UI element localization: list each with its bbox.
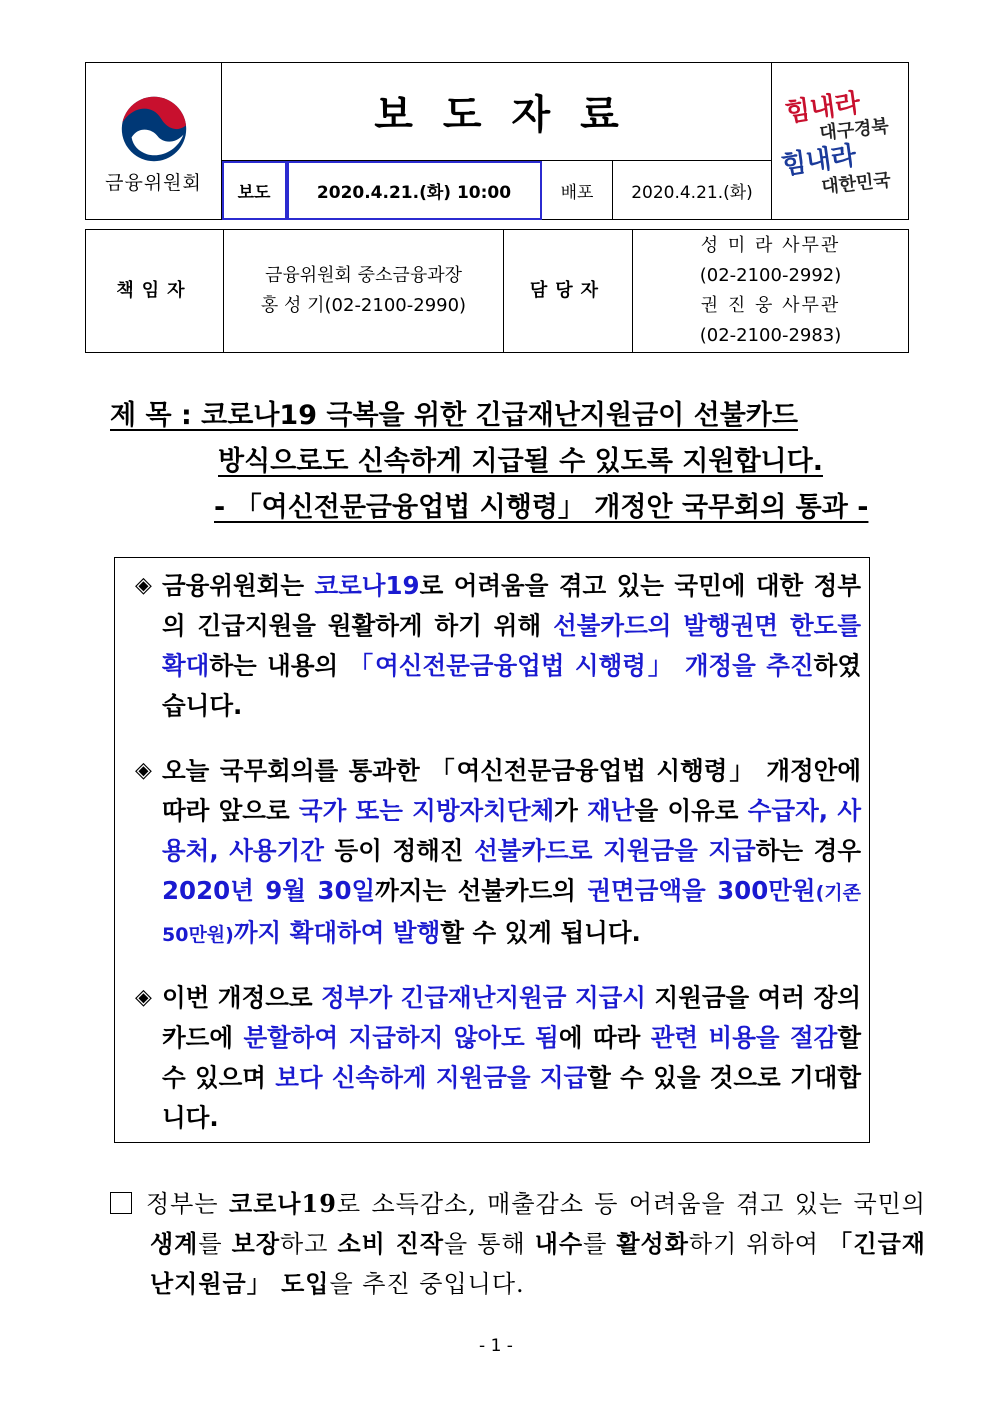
responsible-label: 책임자 <box>86 230 224 353</box>
diamond-bullet-icon: ◈ <box>135 573 152 598</box>
staff-name-1: 성 미 라 사무관 <box>700 235 841 256</box>
summary-text-1: 금융위원회는 코로나19로 어려움을 겪고 있는 국민에 대한 정부의 긴급지원을 원활하게 하기 위해 선불카드의 발행권면 한도를 확대하는 내용의 「여신전문금융업법 시행령」 개정을 추진하였습니다. <box>162 571 861 720</box>
subject-line-2: 방식으로도 신속하게 지급될 수 있도록 지원합니다. <box>218 446 823 477</box>
summary-text-3: 이번 개정으로 정부가 긴급재난지원금 지급시 지원금을 여러 장의 카드에 분할하여 지급하지 않아도 됨에 따라 관련 비용을 절감할 수 있으며 보다 신속하게 지원금을 지급할 수 있을 것으로 기대합니다. <box>162 983 862 1132</box>
slogan-cell <box>772 63 909 220</box>
contact-table <box>85 229 909 353</box>
summary-paragraph-2 <box>135 751 861 955</box>
subject-line-1: 제 목 : 코로나19 극복을 위한 긴급재난지원금이 선불카드 <box>110 400 798 431</box>
staff-info <box>633 230 909 353</box>
press-release-header <box>85 62 909 220</box>
release-label: 보도 <box>222 161 287 220</box>
staff-label: 담당자 <box>504 230 633 353</box>
svg-text:대구경북: 대구경북 <box>818 115 890 145</box>
org-name: 금융위원회 <box>105 171 202 194</box>
summary-text-2: 오늘 국무회의를 통과한 「여신전문금융업법 시행령」 개정안에 따라 앞으로 국가 또는 지방자치단체가 재난을 이유로 수급자, 사용처, 사용기간 등이 정해진 선불카드로 지원금을 지급하는 경우 2020년 9월 30일까지는 선불카드의 권면금액을 300만원(기존 50만원)까지 확대하여 발행할 수 있게 됩니다. <box>162 756 861 947</box>
distribution-date: 2020.4.21.(화) <box>631 182 753 203</box>
summary-paragraph-1 <box>135 566 861 726</box>
checkbox-bullet-icon <box>110 1192 132 1214</box>
diamond-bullet-icon: ◈ <box>135 985 152 1010</box>
responsible-info <box>224 230 504 353</box>
release-datetime: 2020.4.21.(화) 10:00 <box>287 161 542 220</box>
staff-phone-2: (02-2100-2983) <box>699 325 842 346</box>
staff-name-2: 권 진 웅 사무관 <box>700 295 841 316</box>
summary-box <box>114 557 870 1143</box>
government-logo-icon <box>119 94 189 164</box>
slogan-calligraphy-icon <box>780 74 900 204</box>
body-paragraph: 정부는 코로나19로 소득감소, 매출감소 등 어려움을 겪고 있는 국민의 생계를 보장하고 소비 진작을 통해 내수를 활성화하기 위하여 「긴급재난지원금」 도입을 추진 중입니다. <box>110 1184 926 1304</box>
distribution-cell <box>542 161 772 220</box>
responsible-dept: 금융위원회 중소금융과장 <box>265 265 462 286</box>
distribution-label: 배포 <box>542 161 613 219</box>
diamond-bullet-icon: ◈ <box>135 758 152 783</box>
svg-text:힘내라: 힘내라 <box>783 88 863 129</box>
doc-title-cell <box>222 63 772 161</box>
org-logo-cell <box>86 63 222 220</box>
staff-phone-1: (02-2100-2992) <box>699 265 842 286</box>
svg-text:대한민국: 대한민국 <box>820 169 892 198</box>
svg-text:힘내라: 힘내라 <box>780 140 859 182</box>
subject-line-3: - 「여신전문금융업법 시행령」 개정안 국무회의 통과 - <box>214 492 869 523</box>
summary-paragraph-3 <box>135 978 861 1138</box>
doc-title: 보도자료 <box>374 92 649 138</box>
responsible-person: 홍 성 기(02-2100-2990) <box>260 295 467 316</box>
page-number: - 1 - <box>479 1336 513 1356</box>
